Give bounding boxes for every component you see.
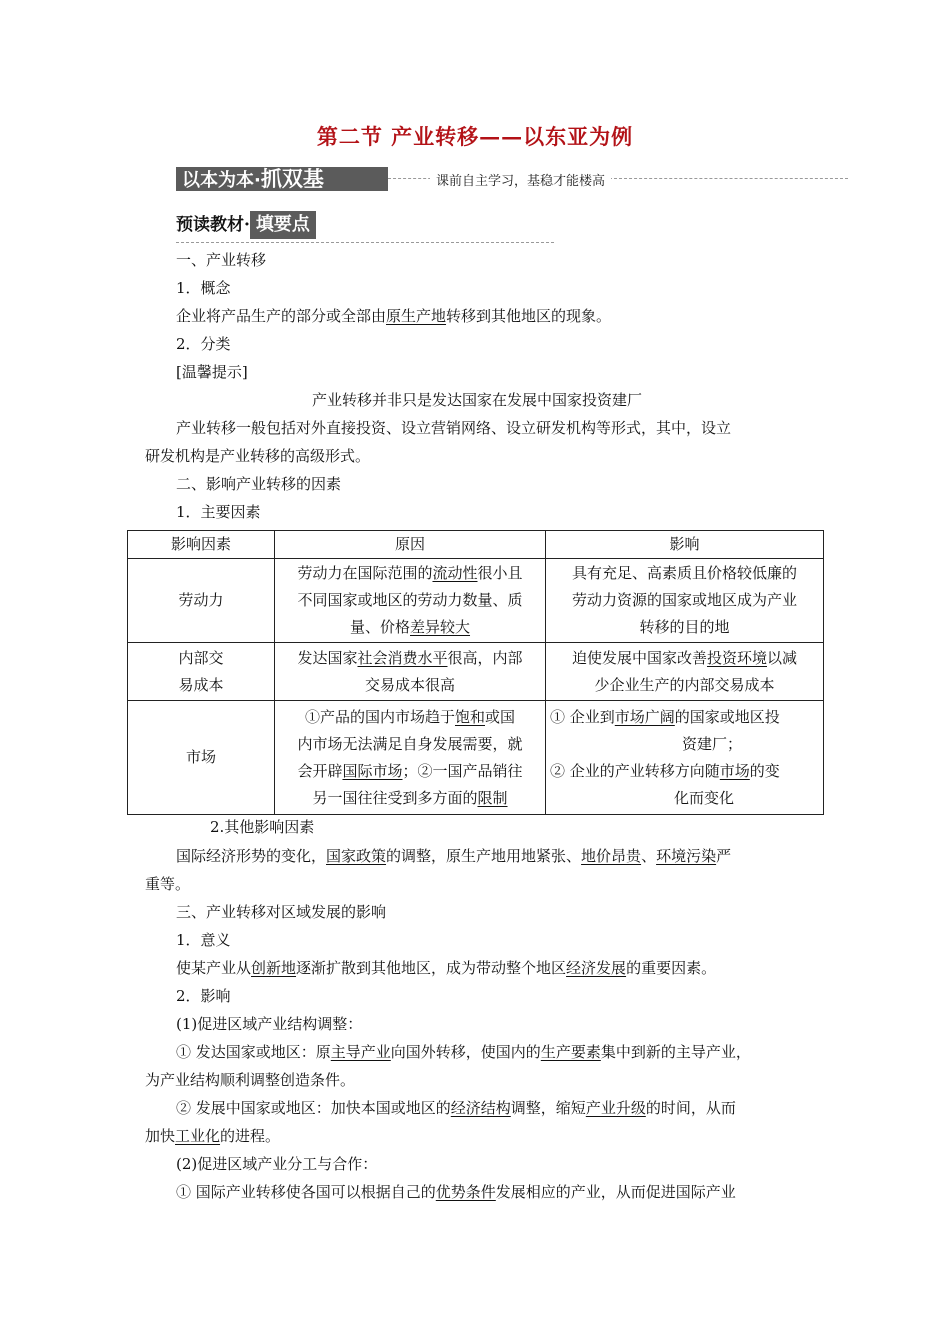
effect-cell: 具有充足、高素质且价格较低廉的 劳动力资源的国家或地区成为产业 转移的目的地 [546,559,824,643]
banner-label-b: 抓双基 [260,167,324,191]
tip-text-line-2: 研发机构是产业转移的高级形式。 [145,447,371,465]
section-2-heading: 二、影响产业转移的因素 [176,475,342,493]
factor-cell: 内部交 易成本 [128,643,275,701]
banner-label [176,167,388,191]
other-factors-heading: 2.其他影响因素 [210,818,315,836]
section-banner [176,167,848,191]
main-factors-heading: 1．主要因素 [176,503,261,521]
tip-title: 产业转移并非只是发达国家在发展中国家投资建厂 [312,391,643,409]
section-3-heading: 三、产业转移对区域发展的影响 [176,903,387,921]
influence-heading: 2．影响 [176,987,231,1005]
factor-cell: 市场 [128,701,275,815]
sub-heading [176,210,316,240]
tip-text-line-1: 产业转移一般包括对外直接投资、设立营销网络、设立研发机构等形式，其中，设立 [176,419,732,437]
point-1a-line-1: ① 发达国家或地区：原主导产业向国外转移，使国内的生产要素集中到新的主导产业， [176,1043,751,1061]
point-1b-line-1: ② 发展中国家或地区：加快本国或地区的经济结构调整，缩短产业升级的时间，从而 [176,1099,736,1117]
table-header-row [128,531,824,559]
meaning-text: 使某产业从创新地逐渐扩散到其他地区，成为带动整个地区经济发展的重要因素。 [176,959,717,977]
point-2-heading: (2)促进区域产业分工与合作： [176,1155,378,1173]
effect-cell: ① 企业到市场广阔的国家或地区投 资建厂； ② 企业的产业转移方向随市场的变 化而变化 [546,701,824,815]
other-factors-text-1: 国际经济形势的变化，国家政策的调整，原生产地用地紧张、地价昂贵、环境污染严 [176,847,732,865]
point-1a-line-2: 为产业结构顺利调整创造条件。 [145,1071,356,1089]
banner-subtitle: 课前自主学习，基稳才能楼高 [430,170,611,189]
banner-label-a: 以本为本· [182,170,261,191]
tip-label: [温馨提示] [176,363,248,381]
table-header: 影响 [546,531,824,559]
reason-cell: 劳动力在国际范围的流动性很小且 不同国家或地区的劳动力数量、质 量、价格差异较大 [275,559,546,643]
sub-heading-box: 填要点 [250,211,316,239]
reason-cell: ①产品的国内市场趋于饱和或国 内市场无法满足自身发展需要，就 会开辟国际市场；②一国产品销往 另一国往往受到多方面的限制 [275,701,546,815]
sub-heading-label: 预读教材· [176,215,250,235]
table-row [128,701,824,815]
factors-table [127,530,824,815]
concept-text: 企业将产品生产的部分或全部由原生产地转移到其他地区的现象。 [176,307,612,325]
effect-cell: 迫使发展中国家改善投资环境以减 少企业生产的内部交易成本 [546,643,824,701]
table-row [128,643,824,701]
point-2a-line-1: ① 国际产业转移使各国可以根据自己的优势条件发展相应的产业，从而促进国际产业 [176,1183,736,1201]
table-header: 影响因素 [128,531,275,559]
factor-cell: 劳动力 [128,559,275,643]
reason-cell: 发达国家社会消费水平很高，内部 交易成本很高 [275,643,546,701]
section-1-heading: 一、产业转移 [176,251,267,269]
point-1-heading: (1)促进区域产业结构调整： [176,1015,363,1033]
other-factors-text-2: 重等。 [145,875,191,893]
point-1b-line-2: 加快工业化的进程。 [145,1127,281,1145]
meaning-heading: 1．意义 [176,931,231,949]
concept-heading: 1．概念 [176,279,231,297]
sub-heading-divider [176,242,554,243]
page-title: 第二节 产业转移——以东亚为例 [316,124,634,149]
table-header: 原因 [275,531,546,559]
table-row [128,559,824,643]
category-heading: 2．分类 [176,335,231,353]
